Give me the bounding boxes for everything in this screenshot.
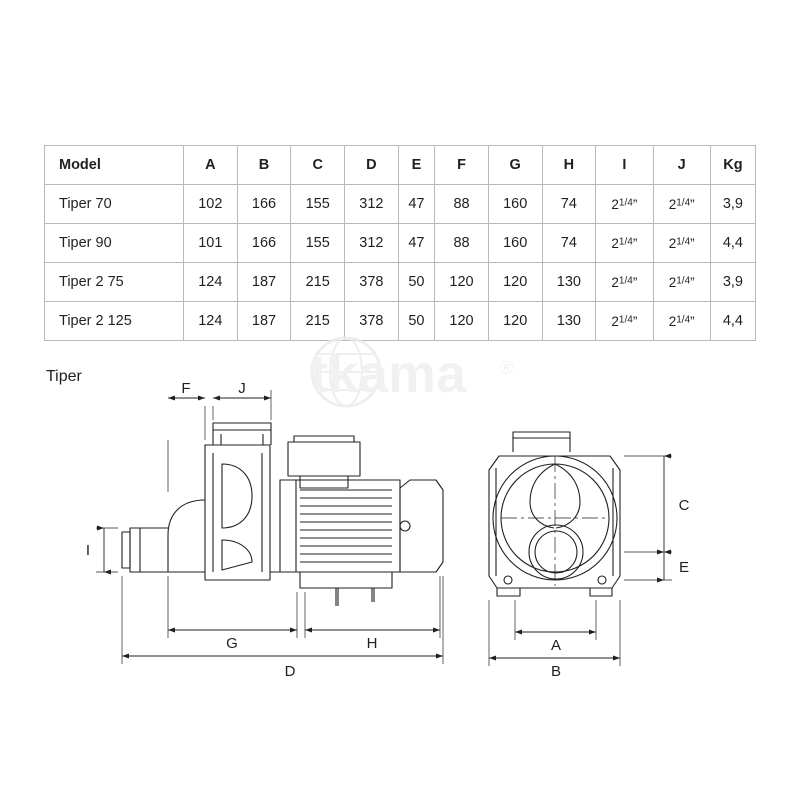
cell-j-fraction: 1/4 [676, 236, 691, 247]
cell-i-unit: ” [632, 196, 638, 212]
cell-i-fraction: 1/4 [618, 197, 633, 208]
label-h: H [366, 635, 378, 652]
cell-model: Tiper 70 [45, 185, 184, 224]
cell-c: 215 [291, 263, 345, 302]
cell-j-whole: 2 [668, 196, 677, 212]
front-bolt-right [598, 576, 606, 584]
column-header-d: D [345, 146, 399, 185]
cell-j [653, 224, 710, 263]
cell-d: 312 [345, 185, 399, 224]
column-header-g: G [488, 146, 542, 185]
cell-b: 166 [237, 185, 291, 224]
table-row [45, 185, 756, 224]
front-top-port-flange [513, 432, 570, 438]
table-row [45, 224, 756, 263]
cell-j-fraction: 1/4 [676, 275, 691, 286]
cell-j [653, 185, 710, 224]
cell-j-fraction: 1/4 [676, 197, 691, 208]
cell-i-fraction: 1/4 [618, 275, 633, 286]
cell-g: 120 [488, 302, 542, 341]
column-header-i: I [596, 146, 653, 185]
specifications-table-container [44, 145, 756, 341]
front-foot-right [590, 588, 612, 596]
watermark-registered-mark: ® [500, 358, 514, 378]
cell-h: 130 [542, 263, 596, 302]
front-top-port [513, 438, 570, 452]
table-header-row [45, 146, 756, 185]
cell-j-unit: ” [690, 274, 695, 290]
cell-model: Tiper 2 75 [45, 263, 184, 302]
column-header-j: J [653, 146, 710, 185]
column-header-a: A [184, 146, 238, 185]
cell-e: 47 [398, 185, 435, 224]
cell-i-whole: 2 [611, 196, 619, 212]
suction-boss-outer [529, 525, 583, 579]
label-d: D [284, 663, 296, 680]
label-b: B [550, 663, 562, 680]
suction-elbow [168, 500, 205, 572]
cell-b: 187 [237, 302, 291, 341]
discharge-port-outer [213, 430, 271, 445]
suction-inlet [130, 528, 168, 572]
cell-kg: 4,4 [710, 224, 755, 263]
base-bolt-1 [336, 588, 338, 606]
cell-g: 120 [488, 263, 542, 302]
cell-j-fraction: 1/4 [676, 314, 691, 325]
column-header-model: Model [45, 146, 184, 185]
cell-b: 187 [237, 263, 291, 302]
discharge-port-inner [221, 434, 263, 445]
column-header-h: H [542, 146, 596, 185]
cell-a: 102 [184, 185, 238, 224]
volute-inner-lines [213, 453, 262, 572]
front-bolt-left [504, 576, 512, 584]
front-foot-left [497, 588, 520, 596]
label-c: C [678, 497, 690, 514]
fan-cover-screw [400, 521, 410, 531]
column-header-kg: Kg [710, 146, 755, 185]
cell-d: 378 [345, 263, 399, 302]
volute-lower-chamber [222, 540, 252, 570]
technical-drawing [0, 380, 800, 710]
specifications-table [44, 145, 756, 341]
cell-a: 101 [184, 224, 238, 263]
column-header-c: C [291, 146, 345, 185]
table-body [45, 185, 756, 341]
cell-f: 120 [435, 302, 489, 341]
label-e: E [678, 559, 690, 576]
label-j: J [238, 380, 246, 397]
cell-i-unit: ” [632, 313, 638, 329]
column-header-f: F [435, 146, 489, 185]
cell-e: 50 [398, 302, 435, 341]
label-f: F [181, 380, 191, 397]
cell-i-unit: ” [632, 235, 638, 251]
cell-e: 50 [398, 263, 435, 302]
cell-kg: 4,4 [710, 302, 755, 341]
cell-e: 47 [398, 224, 435, 263]
cell-i-whole: 2 [611, 274, 619, 290]
front-view-dimensions [489, 456, 672, 666]
cell-i [596, 224, 653, 263]
cell-j-whole: 2 [668, 235, 677, 251]
volute-body [205, 445, 270, 580]
cell-h: 74 [542, 224, 596, 263]
cell-i-whole: 2 [611, 313, 619, 329]
motor-body [280, 480, 400, 572]
volute-vane-1 [555, 464, 580, 528]
cell-j-unit: ” [690, 313, 695, 329]
table-row [45, 302, 756, 341]
cell-i-unit: ” [632, 274, 638, 290]
column-header-b: B [237, 146, 291, 185]
drawing-canvas [0, 380, 800, 710]
cell-j-unit: ” [690, 235, 695, 251]
suction-flange [122, 528, 140, 572]
ext-i [96, 528, 118, 572]
label-g: G [226, 635, 238, 652]
label-a: A [550, 637, 562, 654]
volute-chamber [222, 464, 252, 528]
cell-a: 124 [184, 263, 238, 302]
column-header-e: E [398, 146, 435, 185]
cell-i-whole: 2 [611, 235, 619, 251]
terminal-box-lid [294, 436, 354, 442]
cell-h: 130 [542, 302, 596, 341]
cell-b: 166 [237, 224, 291, 263]
discharge-port-flange [213, 423, 271, 430]
cell-i-fraction: 1/4 [618, 236, 633, 247]
cell-f: 120 [435, 263, 489, 302]
cell-d: 312 [345, 224, 399, 263]
cell-g: 160 [488, 185, 542, 224]
cell-j-whole: 2 [668, 313, 677, 329]
drawing-caption: Tiper [46, 368, 82, 385]
cell-g: 160 [488, 224, 542, 263]
cell-i [596, 263, 653, 302]
cell-d: 378 [345, 302, 399, 341]
fan-cover [400, 480, 443, 572]
watermark-text: tkama [310, 344, 467, 404]
cell-model: Tiper 90 [45, 224, 184, 263]
motor-base-foot [300, 572, 392, 588]
front-view-geometry [489, 432, 620, 596]
suction-boss-inner [535, 531, 577, 573]
table-header [45, 146, 756, 185]
cell-j [653, 302, 710, 341]
cell-model: Tiper 2 125 [45, 302, 184, 341]
cell-f: 88 [435, 185, 489, 224]
cell-i [596, 302, 653, 341]
cell-i-fraction: 1/4 [618, 314, 633, 325]
cell-kg: 3,9 [710, 263, 755, 302]
cell-kg: 3,9 [710, 185, 755, 224]
label-i: I [85, 542, 91, 559]
cell-c: 155 [291, 185, 345, 224]
motor-cooling-fins [300, 490, 392, 562]
base-bolt-2 [372, 588, 374, 602]
volute-vane-2 [530, 464, 555, 528]
cell-j-whole: 2 [668, 274, 677, 290]
terminal-box [288, 442, 360, 476]
cell-h: 74 [542, 185, 596, 224]
cell-c: 215 [291, 302, 345, 341]
terminal-box-base [300, 476, 348, 488]
cell-c: 155 [291, 224, 345, 263]
cell-f: 88 [435, 224, 489, 263]
cell-j-unit: ” [690, 196, 695, 212]
cell-a: 124 [184, 302, 238, 341]
cell-i [596, 185, 653, 224]
table-row [45, 263, 756, 302]
side-view-geometry [122, 423, 443, 606]
cell-j [653, 263, 710, 302]
